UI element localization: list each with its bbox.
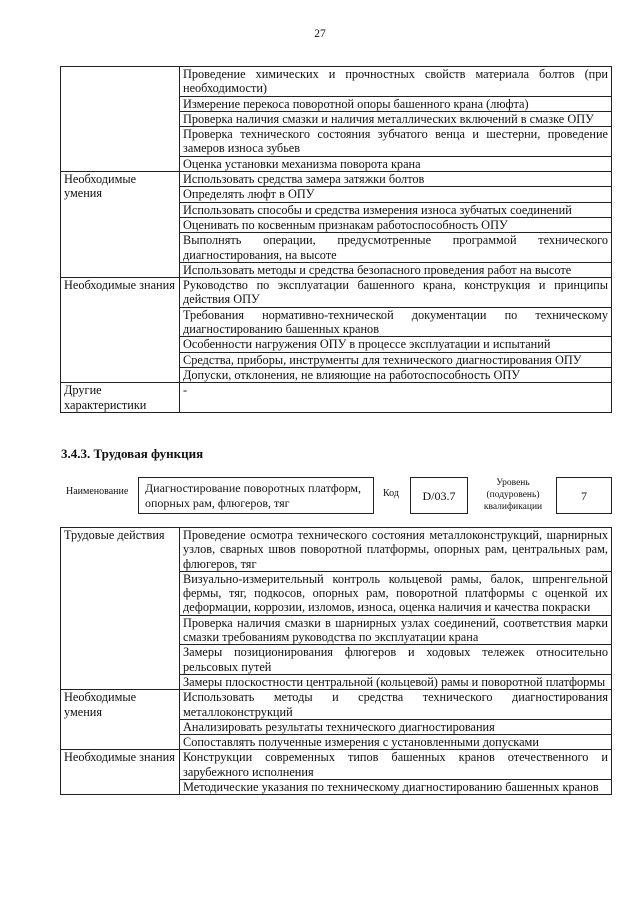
table-cell: Конструкции современных типов башенных кранов отечественного и зарубежного исполнения: [180, 750, 612, 780]
table-cell: Методические указания по техническому диагностированию башенных кранов: [180, 780, 612, 795]
competency-table-2: [60, 527, 612, 795]
row-label: Необходимые знания: [61, 278, 180, 383]
table-row: [61, 383, 612, 413]
table-cell: Замеры позиционирования флюгеров и ходовых тележек относительно рельсовых путей: [180, 645, 612, 675]
competency-table-1: [60, 66, 612, 413]
table-row: [61, 528, 612, 572]
table-row: [61, 67, 612, 97]
level-value: 7: [581, 489, 587, 503]
table-cell: Руководство по эксплуатации башенного крана, конструкция и принципы действия ОПУ: [180, 278, 612, 308]
table-cell: Оценка установки механизма поворота крана: [180, 156, 612, 171]
table-cell: Проведение химических и прочностных свойств материала болтов (при необходимости): [180, 67, 612, 97]
table-cell: Использовать способы и средства измерения износа зубчатых соединений: [180, 202, 612, 217]
table-cell: Анализировать результаты технического диагностирования: [180, 719, 612, 734]
table-cell: Проведение осмотра технического состояния металлоконструкций, шарнирных узлов, сварных швов поворотной платформы, опорных рам, центральных рам, флюгеров, тяг: [180, 528, 612, 572]
code-field: [410, 477, 468, 514]
table-row: [61, 278, 612, 308]
table-row: [61, 690, 612, 720]
row-label: Необходимые знания: [61, 750, 180, 795]
table-cell: Измерение перекоса поворотной опоры башенного крана (люфта): [180, 96, 612, 111]
table-cell: Допуски, отклонения, не влияющие на работоспособность ОПУ: [180, 367, 612, 382]
row-label: Необходимые умения: [61, 690, 180, 750]
name-label: Наименование: [66, 486, 129, 497]
table-cell: Особенности нагружения ОПУ в процессе эксплуатации и испытаний: [180, 337, 612, 352]
table-cell: Требования нормативно-технической документации по техническому диагностированию башенных кранов: [180, 307, 612, 337]
table-cell: Проверка наличия смазки и наличия металлических включений в смазке ОПУ: [180, 111, 612, 126]
table-row: [61, 172, 612, 187]
name-field: [138, 477, 374, 514]
table-cell: Проверка наличия смазки в шарнирных узлах соединений, соответствия марки смазки требованиям руководства по эксплуатации крана: [180, 615, 612, 645]
code-value: D/03.7: [422, 489, 456, 503]
row-label: Необходимые умения: [61, 172, 180, 278]
section-title: 3.4.3. Трудовая функция: [61, 446, 204, 461]
table-cell: Замеры плоскостности центральной (кольцевой) рамы и поворотной платформы: [180, 674, 612, 689]
table-cell: -: [180, 383, 612, 413]
table-cell: Оценивать по косвенным признакам работоспособность ОПУ: [180, 217, 612, 232]
name-value: Диагностирование поворотных платформ, опорных рам, флюгеров, тяг: [145, 481, 362, 510]
table-cell: Проверка технического состояния зубчатого венца и шестерни, проведение замеров износа зубьев: [180, 127, 612, 157]
table-row: [61, 750, 612, 780]
level-label: Уровень (подуровень) квалификации: [483, 478, 543, 512]
table-cell: Использовать средства замера затяжки болтов: [180, 172, 612, 187]
row-label: Трудовые действия: [61, 528, 180, 690]
table-cell: Использовать методы и средства технического диагностирования металлоконструкций: [180, 690, 612, 720]
table-cell: Определять люфт в ОПУ: [180, 187, 612, 202]
level-field: [556, 477, 612, 514]
row-label: [61, 67, 180, 172]
table-cell: Выполнять операции, предусмотренные программой технического диагностирования, на высоте: [180, 233, 612, 263]
code-label: Код: [383, 488, 399, 499]
table-cell: Визуально-измерительный контроль кольцевой рамы, балок, шпренгельной фермы, тяг, подкосов, опорных рам, поворотной платформы с оценкой их деформации, коррозии, изломов, износа, оценка наличия и качества покраски: [180, 571, 612, 615]
table-cell: Использовать методы и средства безопасного проведения работ на высоте: [180, 262, 612, 277]
table-cell: Средства, приборы, инструменты для технического диагностирования ОПУ: [180, 352, 612, 367]
table-cell: Сопоставлять полученные измерения с установленными допусками: [180, 735, 612, 750]
page-number: 27: [314, 28, 326, 40]
row-label: Другие характеристики: [61, 383, 180, 413]
